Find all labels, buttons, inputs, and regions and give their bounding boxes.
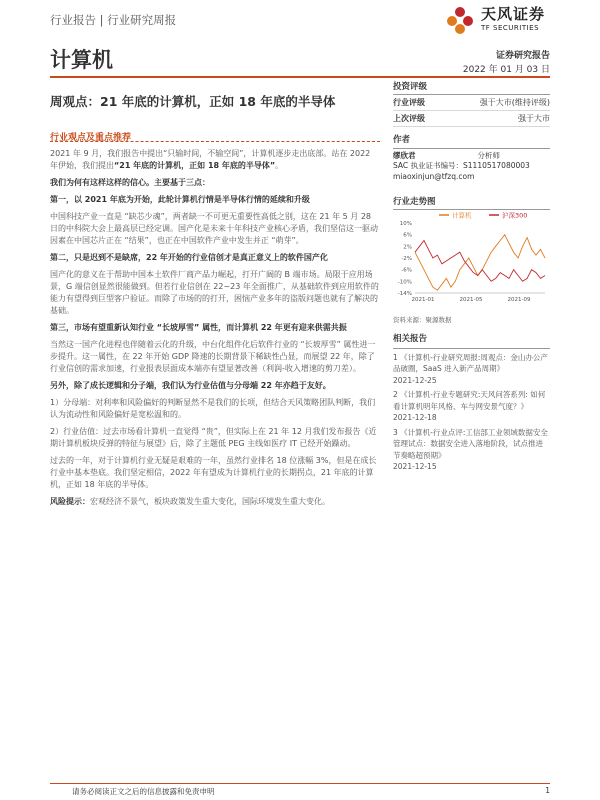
chart-title: 行业走势图 <box>393 193 550 210</box>
y-tick-label: -2% <box>401 256 412 262</box>
paragraph: 过去的一年，对于计算机行业无疑是艰难的一年，虽然行业排名 18 位涨幅 3%，但是在成长行业中基本垫底。我们坚定相信，2022 年有望成为计算机行业的长期拐点，21 年底的计算机，正如 18 年底的半导体。 <box>50 456 377 489</box>
series-line <box>415 241 545 282</box>
report-date: 2022 年 01 月 03 日 <box>462 65 550 75</box>
x-tick-label: 2021-05 <box>459 297 483 303</box>
rating-row: 上次评级 强于大市 <box>393 111 550 127</box>
legend-label: 计算机 <box>452 211 472 220</box>
report-type: 证券研究报告 <box>495 51 550 61</box>
trend-chart <box>393 193 550 303</box>
related-reports <box>393 332 550 476</box>
y-tick-label: 10% <box>399 221 412 227</box>
chart-source: 资料来源：聚源数据 <box>393 316 452 324</box>
rating-panel <box>393 78 550 182</box>
breadcrumb: 行业报告 | 行业研究周报 <box>50 13 177 27</box>
paragraph: 中国科技产业一直是 “缺芯少魂”，两者缺一不可更无重要性高低之别，这在 21 年 5 月 28 日的中科院大会上最高层已经定调。国产化是未来十年科技产业核心矛盾，我们坚信这一驱动因素在中国芯片正在 “结果”，也正在中国软件产业中发生并正 “萌芽”。 <box>50 212 378 245</box>
paragraph-heading: 另外，除了成长逻辑和分子端，我们认为行业估值与分母端 22 年亦趋于友好。 <box>50 381 331 390</box>
company-logo <box>443 2 563 38</box>
section-title: 行业观点及重点推荐 <box>50 133 132 143</box>
author-role: 分析师 <box>477 150 500 160</box>
y-tick-label: 2% <box>403 244 412 251</box>
logo-name-en: TF SECURITIES <box>481 24 540 32</box>
page-title: 计算机 <box>50 48 113 72</box>
footer-disclaimer: 请务必阅读正文之后的信息披露和免责申明 <box>72 787 215 796</box>
risk-warning: 风险提示：宏观经济不景气，板块政策发生重大变化，国际环境发生重大变化。 <box>50 497 330 506</box>
logo-mark-icon <box>443 2 477 36</box>
section-divider <box>50 141 380 142</box>
related-report-item[interactable]: 1 《计算机-行业研究周报:周观点：金山办公产品破圈，SaaS 进入新产品周期》 2021-12-25 <box>393 352 548 385</box>
logo-name-cn: 天风证券 <box>481 5 546 23</box>
paragraph: 当然这一国产化进程也伴随着云化的升级，中台化组件化后软件行业的 “长坡厚雪” 属性进一步提升。这一属性，在 22 年开始 GDP 降速的长期背景下稀缺性凸显，而展望 22 年，除了行业信创的需求加速，行业报表层面成本端亦有望显著改善（利润-收入增速的剪刀差）。 <box>50 340 376 373</box>
author-email: miaoxinjun@tfzq.com <box>393 171 475 181</box>
chart-svg <box>393 207 550 309</box>
y-tick-label: 6% <box>403 232 412 239</box>
y-tick-label: -6% <box>401 267 412 274</box>
footer-divider <box>50 783 550 784</box>
series-line <box>415 235 545 290</box>
main-body <box>50 148 380 513</box>
related-heading: 相关报告 <box>393 332 550 349</box>
x-tick-label: 2021-01 <box>411 297 435 303</box>
paragraph-heading: 我们为何有这样这样的信心。主要基于三点： <box>50 178 210 187</box>
paragraph-heading: 第三，市场有望重新认知行业 “长坡厚雪” 属性，而计算机 22 年更有迎来供需共振 <box>50 323 347 332</box>
related-report-item[interactable]: 3 《计算机-行业点评:工信部工业领域数据安全管理试点：数据安全进入落地阶段，试点推进节奏略超预期》 2021-12-15 <box>393 427 548 471</box>
paragraph: 1）分母端：对利率和风险偏好的判断显然不是我们的长项，但结合天风策略团队判断，我们认为流动性和风险偏好是宽松温和的。 <box>50 398 376 419</box>
page-number: 1 <box>545 786 550 795</box>
y-tick-label: -14% <box>397 291 412 297</box>
rating-row: 行业评级 强于大市(维持评级) <box>393 95 550 111</box>
author-cert: SAC 执业证书编号：S1110517080003 <box>393 161 530 170</box>
paragraph: 国产化的意义在于帮助中国本土软件厂商产品力崛起，打开广阔的 B 端市场。局限于应用场景，G 端信创显然很能做到。但若行业信创在 22~23 年全面推广，从基础软件到应用软件的能力有望得到巨型客户验证。而除了市场的的打开，困恼产业多年的盗版问题也就有了解决的基础。 <box>50 270 379 315</box>
y-tick-label: -10% <box>397 279 412 286</box>
author-name: 缪欣君 <box>393 150 416 160</box>
paragraph: 2）行业估值：过去市场看计算机一直觉得 “贵”，但实际上在 21 年 12 月我们发布报告《近期计算机板块反弹的特征与展望》后，除了主题低 PEG 主线如医疗 IT 已经开始躁动。 <box>50 427 377 448</box>
author-block <box>393 133 550 182</box>
legend-label: 沪深300 <box>502 211 528 220</box>
x-tick-label: 2021-09 <box>507 297 531 303</box>
paragraph-intro: 2021 年 9 月，我们报告中提出“只输时间，不输空间”，计算机逐步走出底部。站在 2022 年伊始，我们提出“21 年底的计算机，正如 18 年底的半导体”。 <box>50 149 371 170</box>
report-headline: 周观点：21 年底的计算机，正如 18 年底的半导体 <box>50 94 336 109</box>
author-heading: 作者 <box>393 133 550 149</box>
related-report-item[interactable]: 2 《计算机-行业专题研究:天风问答系列: 如何看计算机明年风格、车与网安景气度？》 2021-12-18 <box>393 390 546 422</box>
paragraph-heading: 第一，以 2021 年底为开始，此轮计算机行情是半导体行情的延续和升级 <box>50 195 310 204</box>
rating-heading: 投资评级 <box>393 78 550 95</box>
paragraph-heading: 第二，只是迟到不是缺席，22 年开始的行业信创才是真正意义上的软件国产化 <box>50 253 328 262</box>
